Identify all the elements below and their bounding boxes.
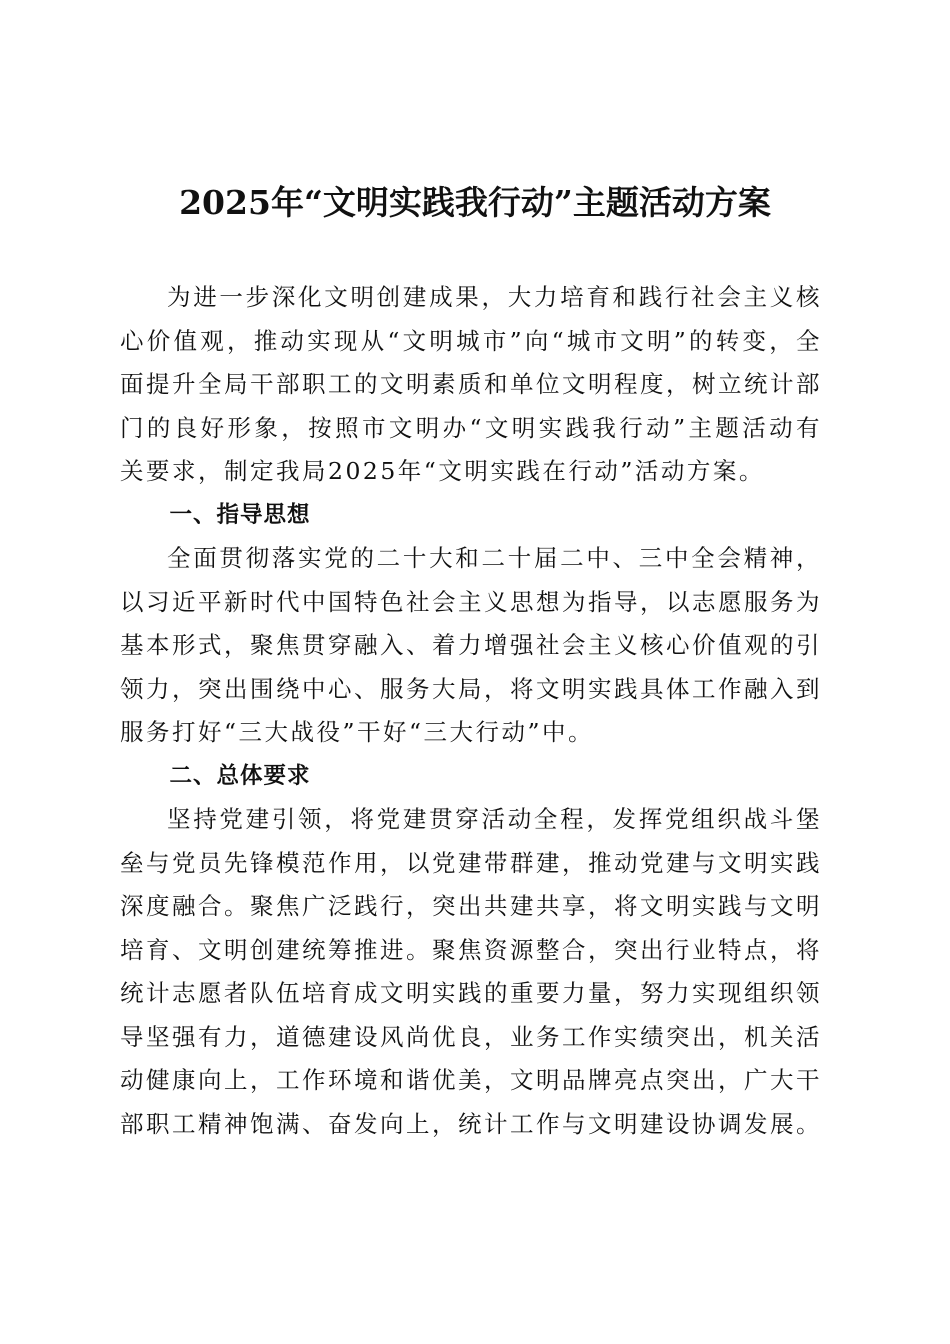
intro-paragraph: 为进一步深化文明创建成果，大力培育和践行社会主义核心价值观，推动实现从“文明城市”向“城市文明”的转变，全面提升全局干部职工的文明素质和单位文明程度，树立统计部门的良好形象，按照市文明办“文明实践我行动”主题活动有关要求，制定我局2025年“文明实践在行动”活动方案。 [120, 283, 822, 485]
section-body-general-requirements: 坚持党建引领，将党建贯穿活动全程，发挥党组织战斗堡垒与党员先锋模范作用，以党建带群建，推动党建与文明实践深度融合。聚焦广泛践行，突出共建共享，将文明实践与文明培育、文明创建统筹推进。聚焦资源整合，突出行业特点，将统计志愿者队伍培育成文明实践的重要力量，努力实现组织领导坚强有力，道德建设风尚优良，业务工作实绩突出，机关活动健康向上，工作环境和谐优美，文明品牌亮点突出，广大干部职工精神饱满、奋发向上，统计工作与文明建设协调发展。 [120, 805, 822, 1138]
section-body-guiding-ideology: 全面贯彻落实党的二十大和二十届二中、三中全会精神，以习近平新时代中国特色社会主义思想为指导，以志愿服务为基本形式，聚焦贯穿融入、着力增强社会主义核心价值观的引领力，突出围绕中心、服务大局，将文明实践具体工作融入到服务打好“三大战役”干好“三大行动”中。 [120, 544, 822, 746]
section-heading-general-requirements: 二、总体要求 [169, 762, 311, 789]
section-heading-guiding-ideology: 一、指导思想 [169, 501, 311, 528]
document-title: 2025年“文明实践我行动”主题活动方案 [179, 183, 771, 222]
document-body [120, 276, 822, 1146]
